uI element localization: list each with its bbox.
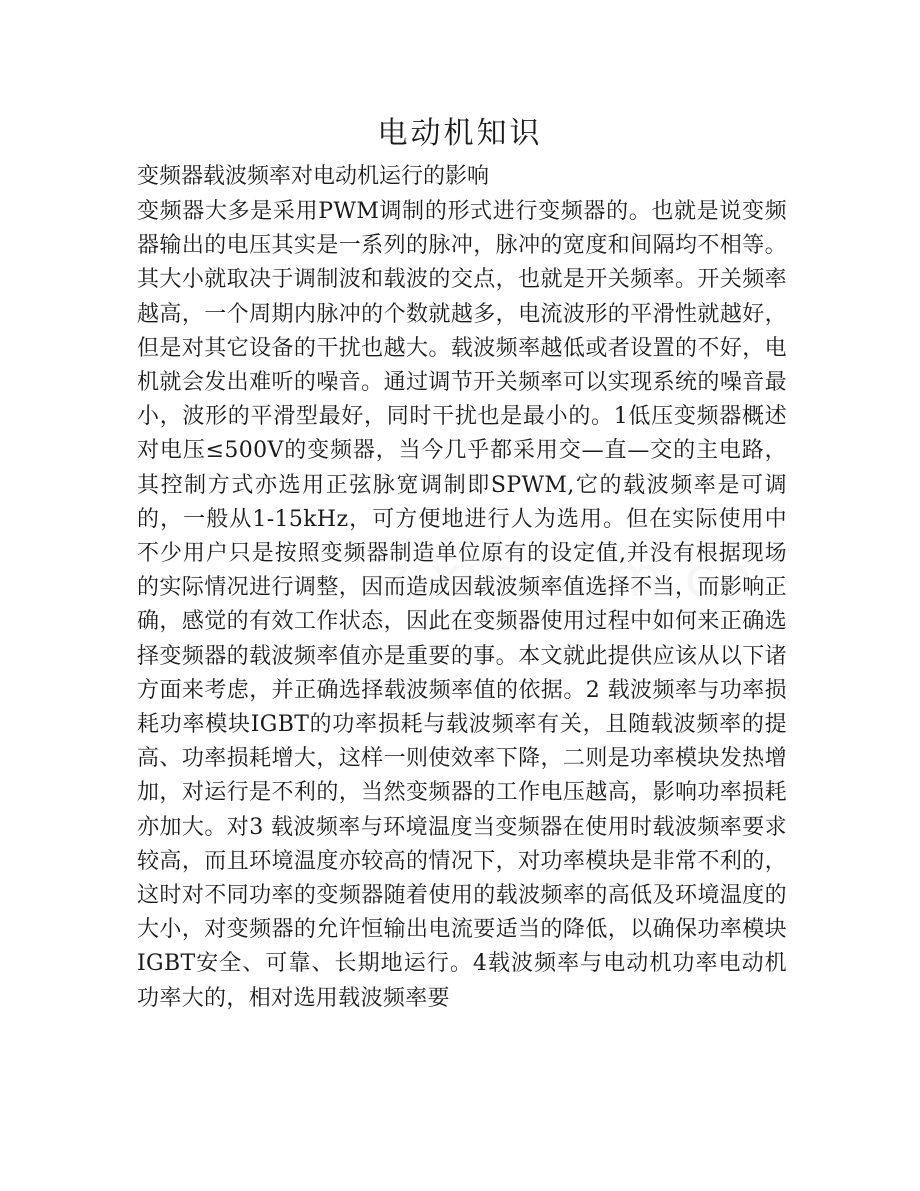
document-title: 电动机知识 <box>377 116 543 151</box>
document-body-paragraph: 变频器大多是采用PWM调制的形式进行变频器的。也就是说变频器输出的电压其实是一系列的脉冲，脉冲的宽度和间隔均不相等。其大小就取决于调制波和载波的交点，也就是开关频率。开关频率越高，一个周期内脉冲的个数就越多，电流波形的平滑性就越好，但是对其它设备的干扰也越大。载波频率越低或者设置的不好，电机就会发出难听的噪音。通过调节开关频率可以实现系统的噪音最小，波形的平滑型最好，同时干扰也是最小的。1低压变频器概述对电压≤500V的变频器，当今几乎都采用交—直—交的主电路，其控制方式亦选用正弦脉宽调制即SPWM,它的载波频率是可调的，一般从1-15kHz，可方便地进行人为选用。但在实际使用中不少用户只是按照变频器制造单位原有的设定值,并没有根据现场的实际情况进行调整，因而造成因载波频率值选择不当，而影响正确，感觉的有效工作状态，因此在变频器使用过程中如何来正确选择变频器的载波频率值亦是重要的事。本文就此提供应该从以下诸方面来考虑，并正确选择载波频率值的依据。2 载波频率与功率损耗功率模块IGBT的功率损耗与载波频率有关，且随载波频率的提高、功率损耗增大，这样一则使效率下降，二则是功率模块发热增加，对运行是不利的，当然变频器的工作电压越高，影响功率损耗亦加大。对3 载波频率与环境温度当变频器在使用时载波频率要求较高，而且环境温度亦较高的情况下，对功率模块是非常不利的，这时对不同功率的变频器随着使用的载波频率的高低及环境温度的大小，对变频器的允许恒输出电流要适当的降低，以确保功率模块IGBT安全、可靠、长期地运行。4载波频率与电动机功率电动机功率大的，相对选用载波频率要 <box>137 199 787 1011</box>
document-subtitle: 变频器载波频率对电动机运行的影响 <box>137 164 490 189</box>
